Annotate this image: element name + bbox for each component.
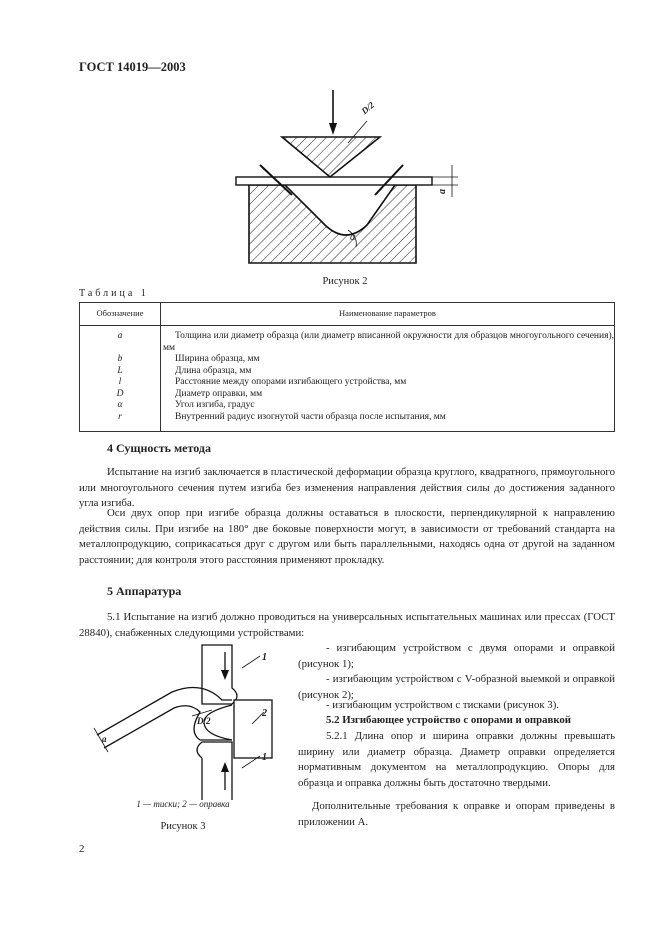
document-header: ГОСТ 14019—2003 — [79, 60, 186, 74]
table-cell-desc-text: Угол изгиба, градус — [175, 400, 255, 410]
table-row — [80, 377, 615, 389]
figure-2-caption: Рисунок 2 — [322, 276, 368, 287]
section-4-paragraph-1: Испытание на изгиб заключается в пластической деформации образца круглого, квадратного, прямоугольного или многоугольного сечения путем изгиба без изменения направления действия силы до достижения заданного угла изгиба. — [79, 466, 615, 509]
table-row — [80, 400, 615, 412]
figure-3-legend: 1 — тиски; 2 — оправка — [136, 799, 230, 809]
table-cell-desc — [161, 400, 615, 412]
table-cell-desc-text: Толщина или диаметр образца (или диаметр вписанной окружности для образцов многоугольного сечения), мм — [163, 331, 614, 353]
table-cell-desc-text: Внутренний радиус изогнутой части образца после испытания, мм — [175, 411, 446, 422]
table-row — [80, 412, 615, 432]
table-cell-symbol: α — [80, 400, 161, 412]
section-4-paragraph-2: Оси двух опор при изгибе образца должны оставаться в плоскости, перпендикулярной к направлению действия силы. При изгибе на 180° две боковые поверхности могут, в зависимости от требований стандарта на металлопродукцию, соприкасаться друг с другом или быть параллельными, находясь одна от другой на заданном расстоянии; для контроля этого расстояния применяют прокладку. — [79, 507, 615, 566]
figure-3-label-a: a — [102, 734, 107, 744]
table-cell-desc — [161, 326, 615, 355]
page-number: 2 — [79, 843, 85, 855]
section-4-heading: 4 Сущность метода — [107, 441, 211, 455]
table-cell-desc — [161, 377, 615, 389]
table-cell-desc-text: Ширина образца, мм — [175, 354, 260, 364]
table-cell-desc — [161, 412, 615, 432]
table-cell-symbol: a — [80, 326, 161, 355]
table-cell-symbol: l — [80, 377, 161, 389]
subsection-5-2-1-extra: Дополнительные требования к оправке и опорам приведены в приложении А. — [298, 800, 615, 828]
table-header-name: Наименование параметров — [161, 303, 615, 326]
parameters-table — [79, 302, 615, 432]
table-row — [80, 354, 615, 366]
table-row — [80, 389, 615, 401]
subsection-5-2-heading: 5.2 Изгибающее устройство с опорами и оправкой — [326, 714, 572, 726]
section-5-heading: 5 Аппаратура — [107, 584, 182, 598]
figure-2-label-alpha: α — [350, 232, 356, 243]
figure-3-label-d2: D/2 — [197, 716, 211, 726]
table-cell-desc-text: Диаметр оправки, мм — [175, 388, 263, 399]
subsection-5-2-1-paragraph: 5.2.1 Длина опор и ширина оправки должны превышать ширину или диаметр образца. Диаметр оправки определяется нормативным документом на металлопродукцию. Опоры для образца и оправка должны быть достаточно твердыми. — [298, 730, 615, 789]
table-row — [80, 366, 615, 378]
table-cell-desc — [161, 354, 615, 366]
list-item: - изгибающим устройством с двумя опорами и оправкой (рисунок 1); — [298, 642, 615, 670]
figure-3-drawing — [92, 640, 282, 800]
table-cell-desc — [161, 389, 615, 401]
list-item: - изгибающим устройством с тисками (рисунок 3). — [326, 699, 559, 711]
figure-3-caption: Рисунок 3 — [160, 821, 206, 832]
table-cell-symbol: r — [80, 412, 161, 432]
table-cell-desc — [161, 366, 615, 378]
figure-3-label-2: 2 — [262, 708, 267, 719]
figure-2-label-d2: D/2 — [359, 99, 377, 117]
figure-2-label-a: a — [437, 189, 448, 194]
table-header-symbol: Обозначение — [80, 303, 161, 326]
table-cell-symbol: D — [80, 389, 161, 401]
table-cell-desc-text: Расстояние между опорами изгибающего устройства, мм — [175, 377, 407, 387]
list-item: - изгибающим устройством с V-образной выемкой и оправкой (рисунок 2); — [298, 673, 615, 701]
figure-3-label-1b: 1 — [262, 752, 267, 763]
table-cell-symbol: L — [80, 366, 161, 378]
table-cell-symbol: b — [80, 354, 161, 366]
table-row — [80, 326, 615, 355]
table-label: Таблица 1 — [79, 288, 149, 299]
table-cell-desc-text: Длина образца, мм — [175, 365, 252, 376]
section-5-1-paragraph: 5.1 Испытание на изгиб должно проводиться на универсальных испытательных машинах или прессах (ГОСТ 28840), снабженных следующими устройствами: — [79, 611, 615, 639]
figure-3-label-1: 1 — [262, 652, 267, 663]
